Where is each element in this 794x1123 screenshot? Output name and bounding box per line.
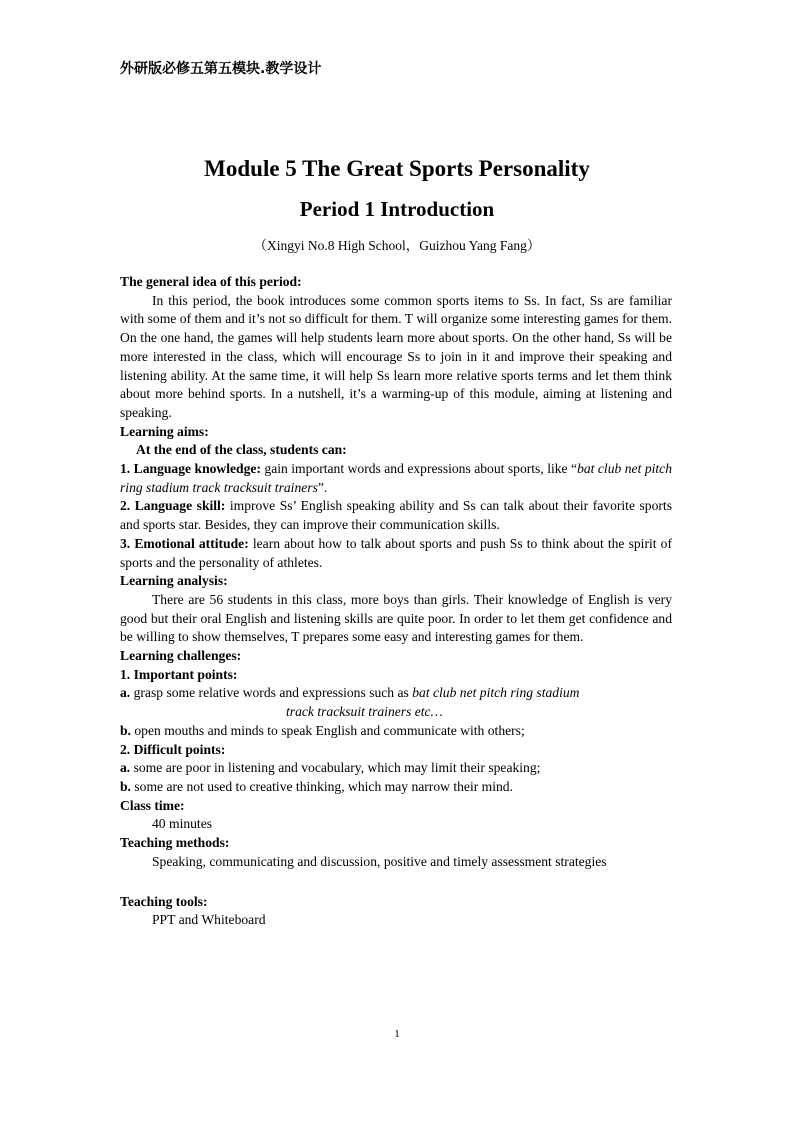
aim-item-2 (120, 497, 672, 534)
section-heading-analysis: Learning analysis: (120, 573, 228, 589)
important-b-label: b. (120, 722, 131, 738)
section-heading-aims: Learning aims: (120, 423, 209, 439)
important-a-label: a. (120, 685, 131, 701)
difficult-b-text: some are not used to creative thinking, which may narrow their mind. (130, 778, 514, 794)
important-points-heading: 1. Important points: (120, 666, 238, 682)
analysis-paragraph: There are 56 students in this class, more boys than girls. Their knowledge of English is very good but their oral English and listening skills are quite poor. In order to let them get confidence and be willing to show themselves, T prepares some easy and interesting games for them. (120, 591, 672, 645)
important-a-text: grasp some relative words and expressions such as (130, 685, 413, 701)
aim-item-1 (120, 460, 672, 497)
class-time-value: 40 minutes (152, 816, 213, 832)
page-number: 1 (394, 1028, 400, 1040)
aim-label-2: 2. Language skill: (120, 498, 226, 514)
aim-item-3 (120, 535, 672, 572)
important-point-a (120, 684, 672, 703)
aim-text-2: improve Ss’ English speaking ability and Ss can talk about their favorite sports and sports star. Besides, they can improve their communication skills. (120, 498, 672, 533)
difficult-point-a (120, 759, 672, 778)
difficult-b-label: b. (120, 778, 131, 794)
section-heading-general: The general idea of this period: (120, 274, 302, 289)
aim-text-3: learn about how to talk about sports and push Ss to think about the spirit of sports and the personality of athletes. (120, 535, 672, 570)
difficult-a-text: some are poor in listening and vocabulary, which may limit their speaking; (130, 760, 541, 776)
document-header: 外研版必修五第五模块.教学设计 (120, 61, 322, 77)
important-b-text: open mouths and minds to speak English and communicate with others; (130, 722, 525, 738)
general-paragraph: In this period, the book introduces some common sports items to Ss. In fact, Ss are familiar with some of them and it’s not so difficult for them. T will organize some interesting games for them. On the one hand, the games will help students learn more about sports. On the other hand, Ss will be more interested in the class, which will encourage Ss to join in it and improve their speaking and listening ability. At the same time, it will help Ss learn more relative sports terms and let them think about more behind sports. In a nutshell, it’s a warming-up of this module, aiming at listening and speaking. (120, 292, 672, 420)
section-heading-methods: Teaching methods: (120, 835, 230, 851)
section-heading-class-time: Class time: (120, 797, 185, 813)
aims-intro: At the end of the class, students can: (136, 442, 347, 458)
tools-value: PPT and Whiteboard (152, 912, 266, 928)
important-point-b (120, 722, 672, 741)
important-a-italic-1: bat club net pitch ring stadium (412, 685, 580, 701)
methods-paragraph: Speaking, communicating and discussion, positive and timely assessment strategies (152, 853, 607, 869)
important-point-a-cont (120, 703, 672, 722)
aim-italic-1: bat club net pitch ring stadium track tracksuit trainers (120, 461, 672, 495)
aim-label-1: 1. Language knowledge: (120, 461, 261, 477)
aim-label-3: 3. Emotional attitude: (120, 535, 249, 551)
section-heading-tools: Teaching tools: (120, 893, 208, 909)
document-title: Module 5 The Great Sports Personality (204, 156, 590, 181)
spacer (120, 872, 672, 893)
difficult-a-label: a. (120, 760, 131, 776)
aim-tail-1: ”. (317, 479, 328, 495)
section-heading-challenges: Learning challenges: (120, 648, 242, 664)
difficult-points-heading: 2. Difficult points: (120, 741, 226, 757)
document-subtitle: Period 1 Introduction (299, 197, 495, 221)
important-a-italic-2: track tracksuit trainers etc… (286, 704, 443, 720)
author-line: （Xingyi No.8 High School，Guizhou Yang Fang） (253, 238, 541, 253)
document-body (120, 273, 672, 930)
difficult-point-b (120, 778, 672, 797)
aim-text-1: gain important words and expressions about sports, like “ (260, 461, 578, 477)
